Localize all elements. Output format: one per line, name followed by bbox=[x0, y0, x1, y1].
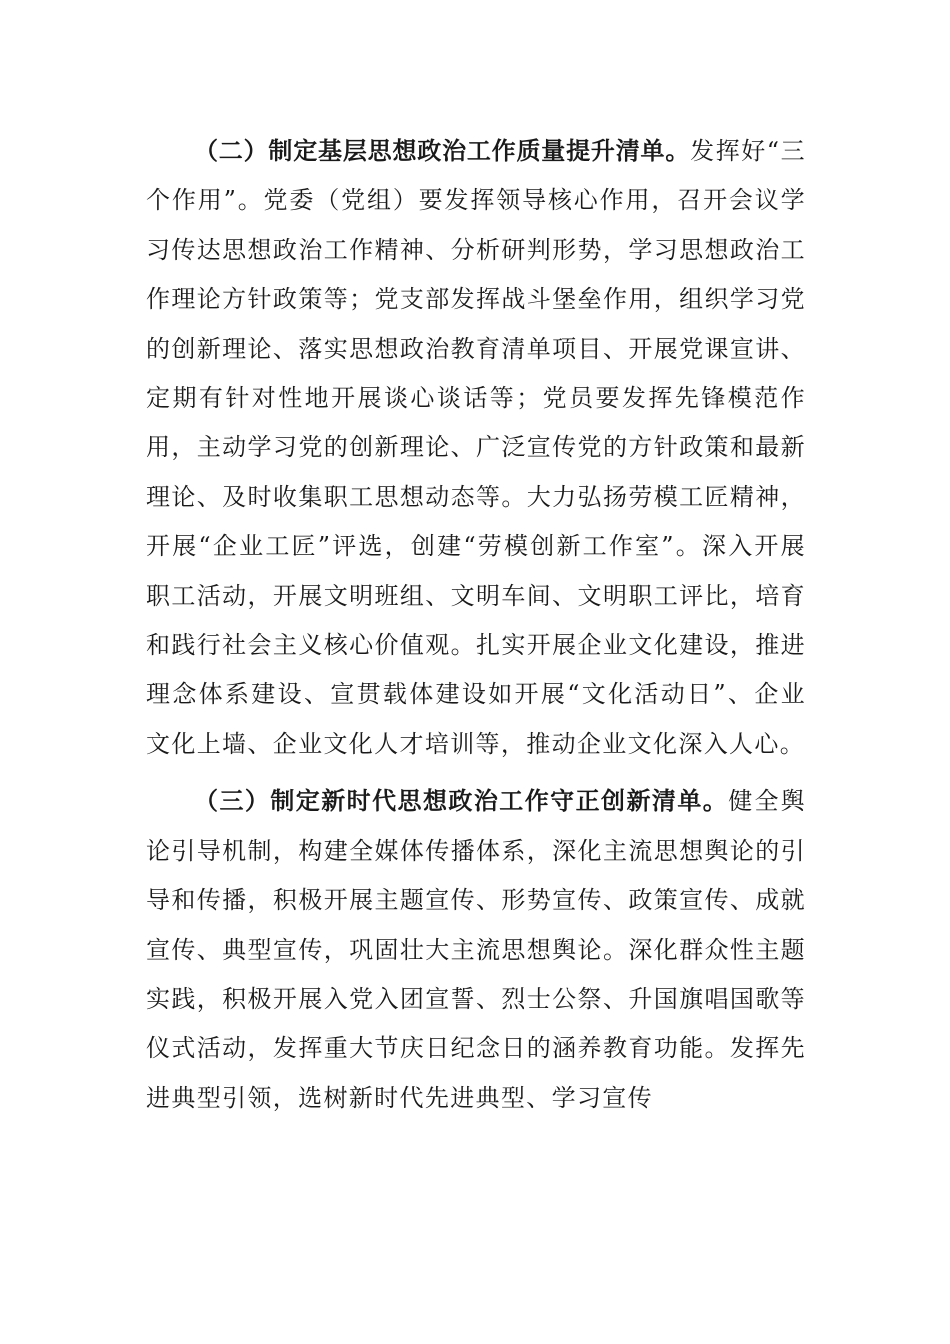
section-2-heading: （二）制定基层思想政治工作质量提升清单。 bbox=[194, 137, 691, 165]
paragraph-section-3 bbox=[146, 777, 806, 1123]
section-3-heading: （三）制定新时代思想政治工作守正创新清单。 bbox=[194, 787, 729, 816]
document-body bbox=[146, 127, 806, 1123]
paragraph-section-2 bbox=[146, 127, 806, 769]
section-2-body: 发挥好“三个作用”。党委（党组）要发挥领导核心作用，召开会议学习传达思想政治工作精神、分析研判形势，学习思想政治工作理论方针政策等；党支部发挥战斗堡垒作用，组织学习党的创新理论、落实思想政治教育清单项目、开展党课宣讲、定期有针对性地开展谈心谈话等；党员要发挥先锋模范作用，主动学习党的创新理论、广泛宣传党的方针政策和最新理论、及时收集职工思想动态等。大力弘扬劳模工匠精神，开展“企业工匠”评选，创建“劳模创新工作室”。深入开展职工活动，开展文明班组、文明车间、文明职工评比，培育和践行社会主义核心价值观。扎实开展企业文化建设，推进理念体系建设、宣贯载体建设如开展“文化活动日”、企业文化上墙、企业文化人才培训等，推动企业文化深入人心。 bbox=[146, 137, 806, 758]
section-3-body: 健全舆论引导机制，构建全媒体传播体系，深化主流思想舆论的引导和传播，积极开展主题宣传、形势宣传、政策宣传、成就宣传、典型宣传，巩固壮大主流思想舆论。深化群众性主题实践，积极开展入党入团宣誓、烈士公祭、升国旗唱国歌等仪式活动，发挥重大节庆日纪念日的涵养教育功能。发挥先进典型引领，选树新时代先进典型、学习宣传 bbox=[146, 787, 806, 1112]
